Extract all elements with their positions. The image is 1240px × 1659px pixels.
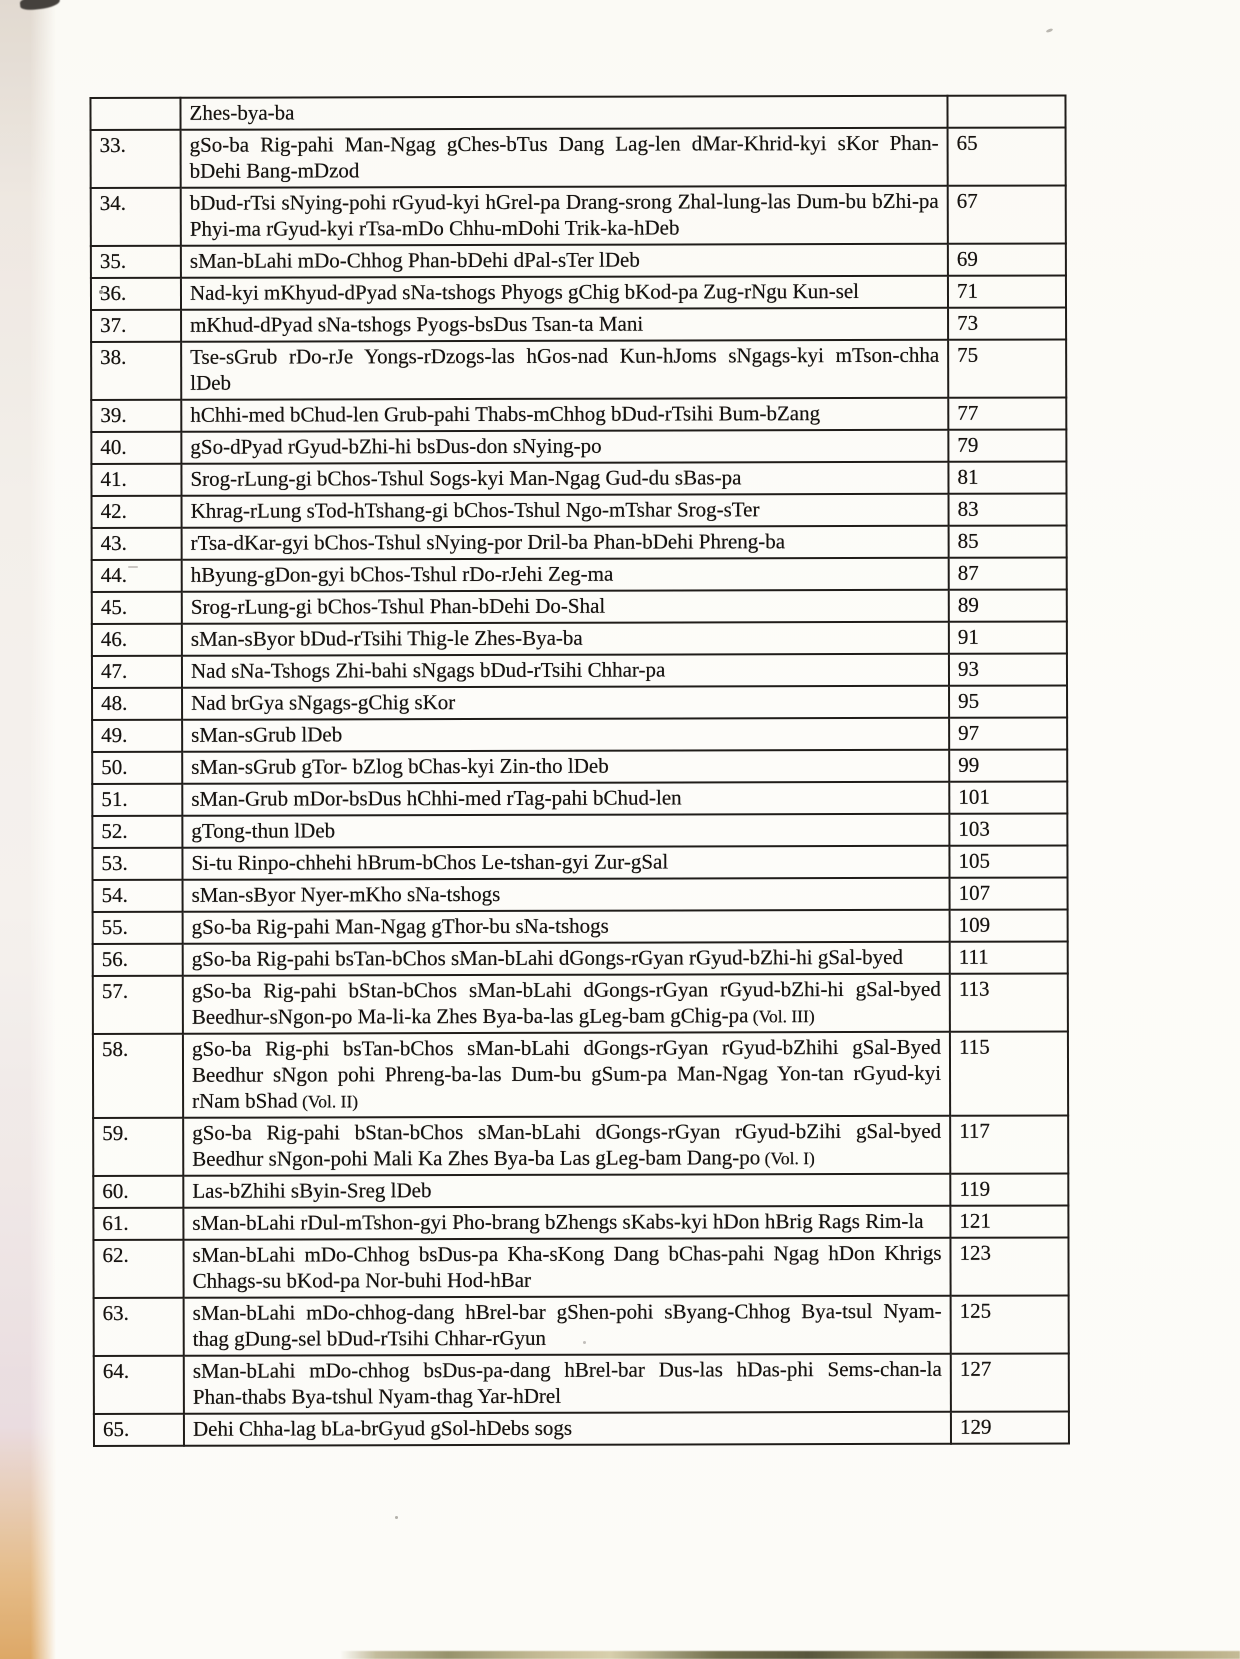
row-title-cell — [182, 718, 949, 752]
row-page-cell — [948, 461, 1066, 493]
entry-page-number: 107 — [958, 880, 991, 905]
entry-title: sMan-sGrub lDeb — [191, 722, 343, 747]
row-page-cell — [949, 557, 1067, 589]
row-page-cell — [950, 1205, 1068, 1237]
entry-title: sMan-bLahi mDo-chhog-dang hBrel-bar gShen-pohi sByang-Chhog Bya-tsul Nyam-thag gDung-sel bDud-rTsihi Chhar-rGyun — [192, 1298, 942, 1351]
row-title-cell — [184, 1412, 951, 1446]
row-title-cell — [182, 558, 949, 592]
entry-title: Tse-sGrub rDo-rJe Yongs-rDzogs-las hGos-nad Kun-hJoms sNgags-kyi mTson-chha lDeb — [190, 342, 940, 395]
row-title-cell — [182, 814, 949, 848]
row-number-cell — [92, 528, 182, 560]
entry-page-number: 71 — [956, 278, 979, 303]
entry-number: 43. — [100, 530, 127, 555]
entry-title: sMan-bLahi mDo-chhog bsDus-pa-dang hBrel-bar Dus-las hDas-phi Sems-chan-la Phan-thabs Bya-tshul Nyam-thag Yar-hDrel — [192, 1356, 942, 1409]
entry-number: 49. — [101, 722, 128, 747]
entry-page-number: 77 — [957, 400, 979, 425]
entry-volume-note: (Vol. III) — [748, 1006, 815, 1027]
row-title-cell — [182, 686, 949, 720]
row-number-cell — [92, 656, 182, 688]
row-title-cell — [183, 974, 950, 1034]
entry-title: Srog-rLung-gi bChos-Tshul Sogs-kyi Man-Ngag Gud-du sBas-pa — [190, 465, 742, 491]
entry-title: gSo-dPyad rGyud-bZhi-hi bsDus-don sNying-po — [190, 433, 602, 459]
entry-title: sMan-Grub mDor-bsDus hChhi-med rTag-pahi bChud-len — [191, 785, 682, 811]
entry-title: gSo-ba Rig-pahi bsTan-bChos sMan-bLahi dGongs-rGyan rGyud-bZhi-hi gSal-byed — [191, 944, 904, 971]
table-row — [90, 95, 1065, 130]
row-number-cell — [93, 1176, 183, 1208]
scan-speck — [1046, 28, 1054, 33]
row-title-cell — [183, 1238, 950, 1298]
contents-table — [89, 94, 1070, 1447]
entry-page-number: 115 — [958, 1034, 990, 1059]
table-row — [91, 127, 1066, 188]
row-page-cell — [950, 1031, 1068, 1115]
table-row — [92, 493, 1067, 528]
entry-title: Dehi Chha-lag bLa-brGyud gSol-hDebs sogs — [192, 1415, 573, 1441]
row-number-cell — [94, 1414, 184, 1446]
entry-page-number: 95 — [958, 688, 980, 713]
entry-title: mKhud-dPyad sNa-tshogs Pyogs-bsDus Tsan-ta Mani — [190, 311, 644, 337]
row-number-cell — [91, 342, 181, 400]
entry-number: 40. — [100, 434, 127, 459]
row-number-cell — [91, 130, 181, 188]
entry-number: 65. — [102, 1416, 130, 1441]
scan-bottom-band — [340, 1651, 1240, 1659]
scan-edge-shadow — [0, 0, 56, 1659]
entry-number: 47. — [100, 658, 128, 683]
entry-number: 45. — [100, 594, 128, 619]
entry-page-number: 109 — [958, 912, 991, 937]
row-title-cell — [181, 244, 948, 278]
table-row — [93, 973, 1068, 1034]
table-row — [92, 557, 1067, 592]
row-title-cell — [182, 846, 949, 880]
row-title-cell — [183, 1032, 950, 1118]
entry-page-number: 75 — [957, 342, 979, 367]
entry-number: 56. — [101, 946, 129, 971]
table-row — [94, 1353, 1069, 1414]
entry-title: gSo-ba Rig-pahi Man-Ngag gChes-bTus Dang Lag-len dMar-Khrid-kyi sKor Phan-bDehi Bang-mDzod — [189, 130, 939, 183]
row-title-cell — [183, 910, 950, 944]
row-title-cell — [180, 96, 947, 130]
row-title-cell — [181, 462, 948, 496]
row-number-cell — [92, 624, 182, 656]
entry-title: Nad brGya sNgags-gChig sKor — [191, 690, 456, 715]
row-number-cell — [91, 464, 181, 496]
entry-volume-note: (Vol. II) — [297, 1091, 359, 1112]
entry-title: Si-tu Rinpo-chhehi hBrum-bChos Le-tshan-gyi Zur-gSal — [191, 849, 669, 875]
table-row — [92, 589, 1067, 624]
table-row — [93, 941, 1068, 976]
row-page-cell — [948, 429, 1066, 461]
row-number-cell — [94, 1356, 184, 1414]
entry-number: 55. — [101, 914, 128, 939]
row-page-cell — [950, 1237, 1068, 1295]
row-number-cell — [92, 816, 182, 848]
row-title-cell — [182, 782, 949, 816]
row-page-cell — [950, 909, 1068, 941]
entry-number: 62. — [102, 1242, 129, 1267]
table-row — [91, 339, 1066, 400]
entry-title: gSo-ba Rig-phi bsTan-bChos sMan-bLahi dGongs-rGyan rGyud-bZhihi gSal-Byed Beedhur sNgon pohi Phreng-ba-las Dum-bu gSum-pa Man-Ngag Yon-tan rGyud-kyi rNam bShad — [191, 1034, 942, 1113]
entry-page-number: 111 — [958, 944, 989, 969]
row-page-cell — [951, 1295, 1069, 1353]
entry-title: sMan-sGrub gTor- bZlog bChas-kyi Zin-tho lDeb — [191, 753, 609, 779]
row-title-cell — [182, 750, 949, 784]
row-page-cell — [949, 717, 1067, 749]
entry-title: hChhi-med bChud-len Grub-pahi Thabs-mChhog bDud-rTsihi Bum-bZang — [190, 401, 821, 427]
entry-page-number: 73 — [957, 310, 979, 335]
table-row — [92, 813, 1067, 848]
table-row — [93, 1205, 1068, 1240]
row-page-cell — [951, 1353, 1069, 1411]
entry-page-number: 117 — [959, 1118, 990, 1143]
row-page-cell — [948, 397, 1066, 429]
row-page-cell — [949, 685, 1067, 717]
table-row — [92, 717, 1067, 752]
entry-page-number: 97 — [958, 720, 980, 745]
entry-title: sMan-sByor bDud-rTsihi Thig-le Zhes-Bya-ba — [190, 625, 583, 651]
entry-number: 34. — [99, 190, 127, 215]
row-title-cell — [182, 590, 949, 624]
entry-title: Zhes-bya-ba — [189, 100, 295, 125]
entry-number: 48. — [101, 690, 128, 715]
entry-title: hByung-gDon-gyi bChos-Tshul rDo-rJehi Zeg-ma — [190, 561, 614, 587]
row-number-cell — [90, 98, 180, 130]
entry-number: 53. — [101, 850, 128, 875]
entry-number: 46. — [100, 626, 128, 651]
entry-page-number: 69 — [956, 246, 978, 271]
entry-title: Srog-rLung-gi bChos-Tshul Phan-bDehi Do-Shal — [190, 593, 606, 619]
row-page-cell — [949, 781, 1067, 813]
entry-title: Nad sNa-Tshogs Zhi-bahi sNgags bDud-rTsihi Chhar-pa — [190, 657, 666, 683]
row-title-cell — [181, 430, 948, 464]
entry-title: Las-bZhihi sByin-Sreg lDeb — [192, 1178, 432, 1203]
row-title-cell — [181, 128, 948, 188]
table-row — [93, 1237, 1068, 1298]
row-number-cell — [93, 1118, 183, 1176]
entry-page-number: 99 — [958, 752, 980, 777]
entry-title: Nad-kyi mKhyud-dPyad sNa-tshogs Phyogs gChig bKod-pa Zug-rNgu Kun-sel — [189, 278, 860, 305]
entry-title: gSo-ba Rig-pahi bStan-bChos sMan-bLahi dGongs-rGyan rGyud-bZihi gSal-byed Beedhur sNgon-pohi Mali Ka Zhes Bya-ba Las gLeg-bam Dang-po — [192, 1118, 942, 1171]
row-page-cell — [949, 493, 1067, 525]
entry-page-number: 89 — [957, 592, 979, 617]
row-number-cell — [92, 496, 182, 528]
entry-page-number: 67 — [956, 188, 978, 213]
row-title-cell — [181, 398, 948, 432]
entry-page-number: 103 — [958, 816, 990, 841]
row-number-cell — [91, 400, 181, 432]
row-page-cell — [950, 941, 1068, 973]
table-row — [92, 685, 1067, 720]
row-page-cell — [948, 127, 1066, 185]
table-row — [93, 1031, 1068, 1118]
row-page-cell — [949, 621, 1067, 653]
entry-number: 63. — [102, 1300, 129, 1325]
entry-page-number: 65 — [956, 130, 978, 155]
row-title-cell — [181, 186, 948, 246]
row-title-cell — [184, 1354, 951, 1414]
row-number-cell — [93, 1034, 183, 1118]
entry-page-number: 83 — [957, 496, 979, 521]
row-page-cell — [949, 525, 1067, 557]
table-row — [93, 909, 1068, 944]
row-title-cell — [182, 622, 949, 656]
row-title-cell — [183, 1206, 950, 1240]
entry-page-number: 129 — [959, 1414, 992, 1439]
scan-speck — [395, 1516, 398, 1519]
table-row — [94, 1295, 1069, 1356]
entry-number: 50. — [101, 754, 128, 779]
row-number-cell — [92, 720, 182, 752]
entry-number: 37. — [100, 312, 127, 337]
row-number-cell — [93, 1208, 183, 1240]
table-row — [92, 781, 1067, 816]
row-number-cell — [93, 1240, 183, 1298]
row-page-cell — [948, 307, 1066, 339]
table-row — [92, 621, 1067, 656]
row-title-cell — [182, 494, 949, 528]
entry-page-number: 79 — [957, 432, 979, 457]
entry-number: 57. — [101, 978, 129, 1003]
entry-number: 60. — [102, 1178, 129, 1203]
entry-page-number: 123 — [959, 1240, 992, 1265]
entry-title: sMan-sByor Nyer-mKho sNa-tshogs — [191, 881, 501, 907]
row-title-cell — [183, 878, 950, 912]
row-number-cell — [94, 1298, 184, 1356]
row-number-cell — [92, 752, 182, 784]
row-title-cell — [183, 1174, 950, 1208]
row-number-cell — [93, 944, 183, 976]
row-number-cell — [91, 432, 181, 464]
table-row — [92, 525, 1067, 560]
row-number-cell — [91, 188, 181, 246]
row-number-cell — [91, 246, 181, 278]
entry-page-number: 119 — [959, 1176, 991, 1201]
row-number-cell — [92, 560, 182, 592]
entry-number: 52. — [101, 818, 128, 843]
row-page-cell — [950, 1173, 1068, 1205]
row-page-cell — [948, 275, 1066, 307]
entry-number: 33. — [99, 132, 126, 157]
entry-number: 39. — [100, 402, 127, 427]
entry-number: 64. — [102, 1358, 130, 1383]
row-number-cell — [93, 976, 183, 1034]
row-page-cell — [949, 653, 1067, 685]
table-row — [92, 845, 1067, 880]
entry-number: 61. — [102, 1210, 129, 1235]
row-page-cell — [951, 1411, 1069, 1443]
row-title-cell — [184, 1296, 951, 1356]
row-page-cell — [948, 339, 1066, 397]
row-page-cell — [947, 95, 1065, 127]
row-title-cell — [181, 308, 948, 342]
entry-title: gSo-ba Rig-pahi bStan-bChos sMan-bLahi dGongs-rGyan rGyud-bZhi-hi gSal-byed Beedhur-sNgon-po Ma-li-ka Zhes Bya-ba-las gLeg-bam gChig-pa — [191, 976, 941, 1029]
table-row — [91, 243, 1066, 278]
entry-number: 41. — [100, 466, 127, 491]
entry-number: 54. — [101, 882, 128, 907]
row-page-cell — [948, 185, 1066, 243]
row-number-cell — [92, 848, 182, 880]
entry-number: 51. — [101, 786, 128, 811]
contents-table-body — [90, 95, 1069, 1446]
row-page-cell — [949, 749, 1067, 781]
entry-page-number: 113 — [958, 976, 990, 1001]
entry-page-number: 93 — [957, 656, 979, 681]
entry-title: sMan-bLahi rDul-mTshon-gyi Pho-brang bZhengs sKabs-kyi hDon hBrig Rags Rim-la — [192, 1208, 924, 1235]
row-page-cell — [949, 589, 1067, 621]
row-title-cell — [182, 526, 949, 560]
table-row — [92, 653, 1067, 688]
table-row — [93, 1173, 1068, 1208]
table-row — [91, 461, 1066, 496]
table-row — [91, 185, 1066, 246]
table-row — [91, 429, 1066, 464]
entry-number: 36. — [99, 280, 127, 305]
row-title-cell — [182, 654, 949, 688]
table-row — [92, 749, 1067, 784]
row-title-cell — [181, 340, 948, 400]
row-page-cell — [949, 813, 1067, 845]
row-title-cell — [181, 276, 948, 310]
table-row — [91, 307, 1066, 342]
row-number-cell — [92, 592, 182, 624]
entry-page-number: 121 — [959, 1208, 991, 1233]
entry-number: 42. — [100, 498, 127, 523]
entry-title: rTsa-dKar-gyi bChos-Tshul sNying-por Dril-ba Phan-bDehi Phreng-ba — [190, 529, 786, 555]
table-row — [94, 1411, 1069, 1446]
entry-title: gSo-ba Rig-pahi Man-Ngag gThor-bu sNa-tshogs — [191, 913, 609, 939]
table-row — [93, 1115, 1068, 1176]
table-row — [91, 275, 1066, 310]
row-page-cell — [949, 845, 1067, 877]
entry-volume-note: (Vol. I) — [760, 1148, 815, 1169]
entry-title: gTong-thun lDeb — [191, 818, 336, 843]
row-page-cell — [950, 973, 1068, 1031]
entry-page-number: 81 — [957, 464, 979, 489]
entry-page-number: 91 — [957, 624, 979, 649]
entry-page-number: 87 — [957, 560, 979, 585]
entry-number: 35. — [99, 248, 127, 273]
entry-page-number: 101 — [958, 784, 990, 809]
row-page-cell — [948, 243, 1066, 275]
entry-title: Khrag-rLung sTod-hTshang-gi bChos-Tshul Ngo-mTshar Srog-sTer — [190, 497, 760, 523]
entry-title: sMan-bLahi mDo-Chhog Phan-bDehi dPal-sTer lDeb — [189, 247, 640, 273]
row-number-cell — [91, 310, 181, 342]
row-number-cell — [93, 880, 183, 912]
entry-number: 59. — [102, 1120, 129, 1145]
row-page-cell — [950, 877, 1068, 909]
entry-page-number: 125 — [959, 1298, 992, 1323]
row-title-cell — [183, 942, 950, 976]
entry-page-number: 127 — [959, 1356, 992, 1381]
entry-number: 58. — [101, 1036, 129, 1061]
table-row — [93, 877, 1068, 912]
entry-page-number: 85 — [957, 528, 979, 553]
row-number-cell — [92, 784, 182, 816]
row-number-cell — [92, 688, 182, 720]
entry-number: 38. — [100, 344, 127, 369]
entry-title: bDud-rTsi sNying-pohi rGyud-kyi hGrel-pa Drang-srong Zhal-lung-las Dum-bu bZhi-pa Phyi-ma rGyud-kyi rTsa-mDo Chhu-mDohi Trik-ka-hDeb — [189, 188, 939, 241]
row-number-cell — [93, 912, 183, 944]
table-row — [91, 397, 1066, 432]
entry-title: sMan-bLahi mDo-Chhog bsDus-pa Kha-sKong Dang bChas-pahi Ngag hDon Khrigs Chhags-su bKod-pa Nor-buhi Hod-hBar — [192, 1240, 942, 1293]
entry-number: 44. — [100, 562, 127, 587]
entry-page-number: 105 — [958, 848, 990, 873]
row-title-cell — [183, 1116, 950, 1176]
row-number-cell — [91, 278, 181, 310]
row-page-cell — [950, 1115, 1068, 1173]
